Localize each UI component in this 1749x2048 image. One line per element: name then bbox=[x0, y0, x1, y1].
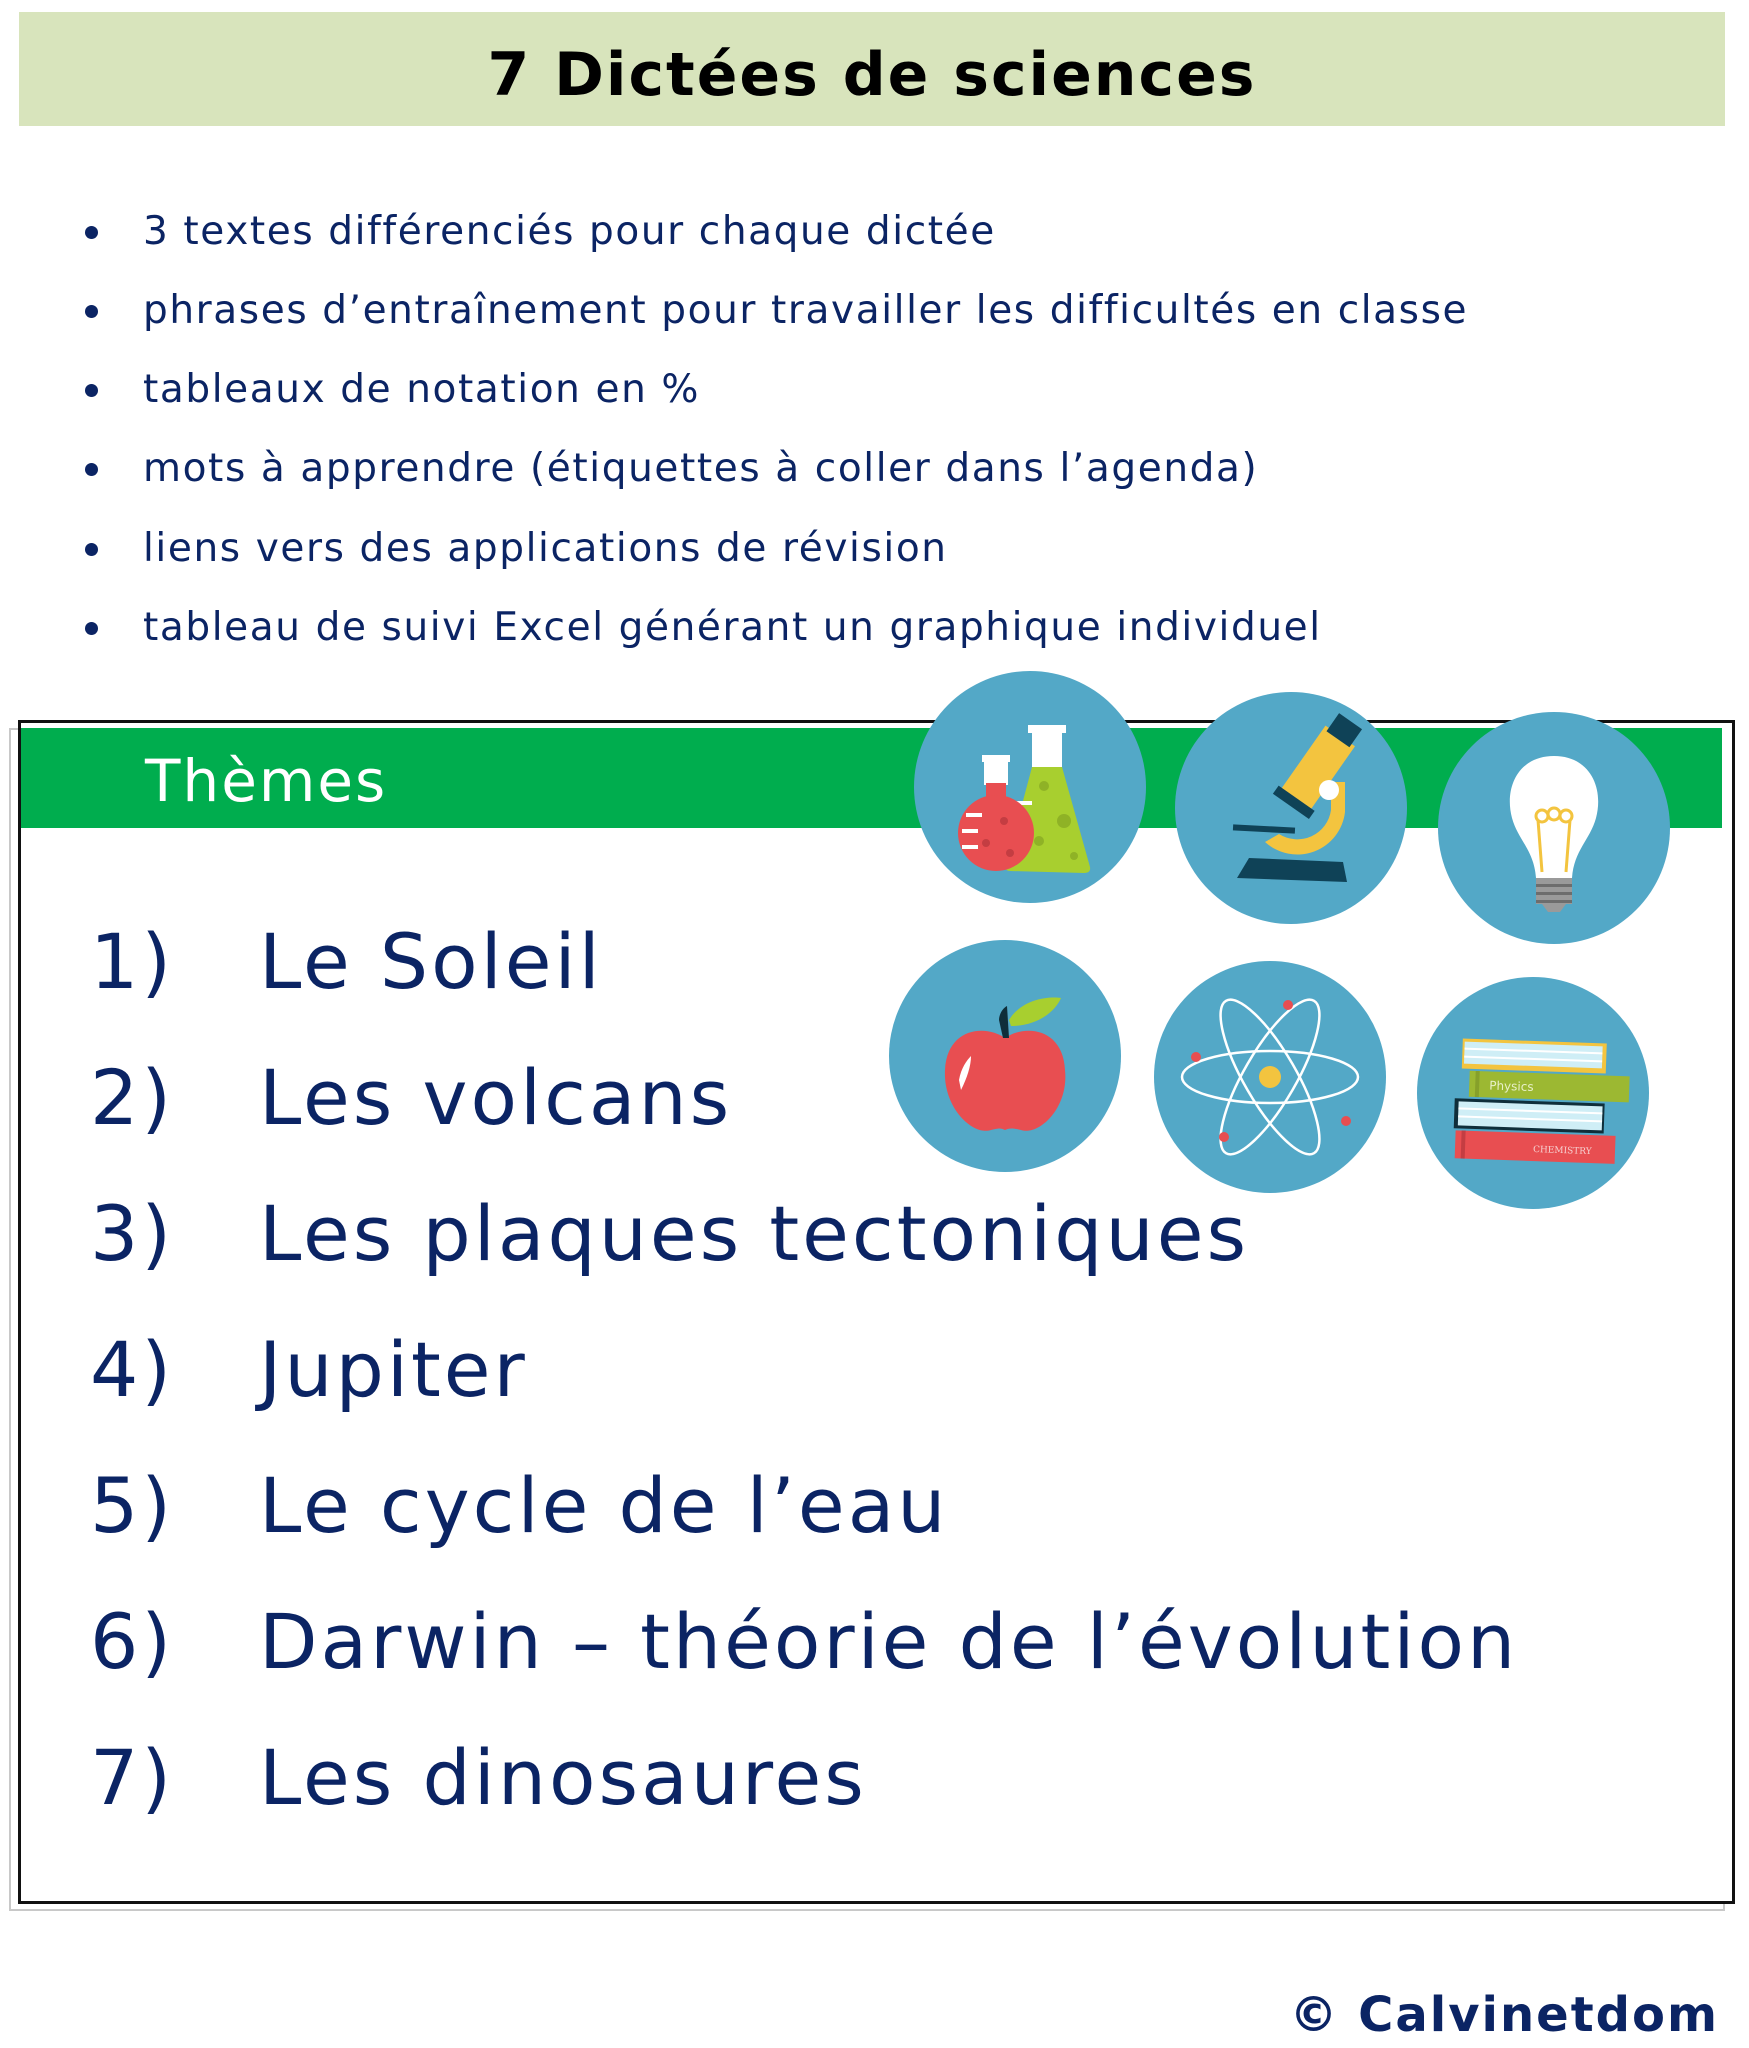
theme-number: 4) bbox=[90, 1325, 175, 1414]
theme-number: 1) bbox=[90, 917, 175, 1006]
bullet-icon bbox=[85, 305, 98, 318]
theme-label: Les dinosaures bbox=[259, 1733, 867, 1822]
svg-text:Physics: Physics bbox=[1488, 1078, 1534, 1095]
title-banner bbox=[19, 12, 1725, 126]
theme-label: Le Soleil bbox=[259, 917, 603, 1006]
bullet-icon bbox=[85, 622, 98, 635]
theme-number: 7) bbox=[90, 1733, 175, 1822]
themes-heading: Thèmes bbox=[145, 747, 388, 815]
copyright-notice: © Calvinetdom bbox=[1289, 1987, 1719, 2043]
theme-label: Jupiter bbox=[259, 1325, 528, 1414]
svg-text:CHEMISTRY: CHEMISTRY bbox=[1532, 1145, 1592, 1158]
books-icon bbox=[1417, 977, 1649, 1209]
theme-number: 5) bbox=[90, 1461, 175, 1550]
bullet-icon bbox=[85, 543, 98, 556]
feature-item: phrases d’entraînement pour travailler les difficultés en classe bbox=[143, 286, 1468, 346]
theme-number: 3) bbox=[90, 1189, 175, 1278]
feature-item: tableau de suivi Excel générant un graphique individuel bbox=[143, 603, 1322, 663]
microscope-icon bbox=[1175, 692, 1407, 924]
flasks-icon bbox=[914, 671, 1146, 903]
feature-item: liens vers des applications de révision bbox=[143, 524, 948, 584]
theme-label: Les volcans bbox=[259, 1053, 733, 1142]
page-title: 7 Dictées de sciences bbox=[487, 40, 1257, 110]
theme-number: 2) bbox=[90, 1053, 175, 1142]
feature-item: mots à apprendre (étiquettes à coller dans l’agenda) bbox=[143, 444, 1258, 504]
theme-label: Darwin – théorie de l’évolution bbox=[259, 1597, 1519, 1686]
apple-icon bbox=[889, 940, 1121, 1172]
bullet-icon bbox=[85, 463, 98, 476]
feature-item: tableaux de notation en % bbox=[143, 365, 700, 425]
lightbulb-icon bbox=[1438, 712, 1670, 944]
theme-label: Le cycle de l’eau bbox=[259, 1461, 949, 1550]
bullet-icon bbox=[85, 384, 98, 397]
atom-icon bbox=[1154, 961, 1386, 1193]
theme-label: Les plaques tectoniques bbox=[259, 1189, 1250, 1278]
bullet-icon bbox=[85, 226, 98, 239]
theme-number: 6) bbox=[90, 1597, 175, 1686]
feature-item: 3 textes différenciés pour chaque dictée bbox=[143, 207, 996, 267]
